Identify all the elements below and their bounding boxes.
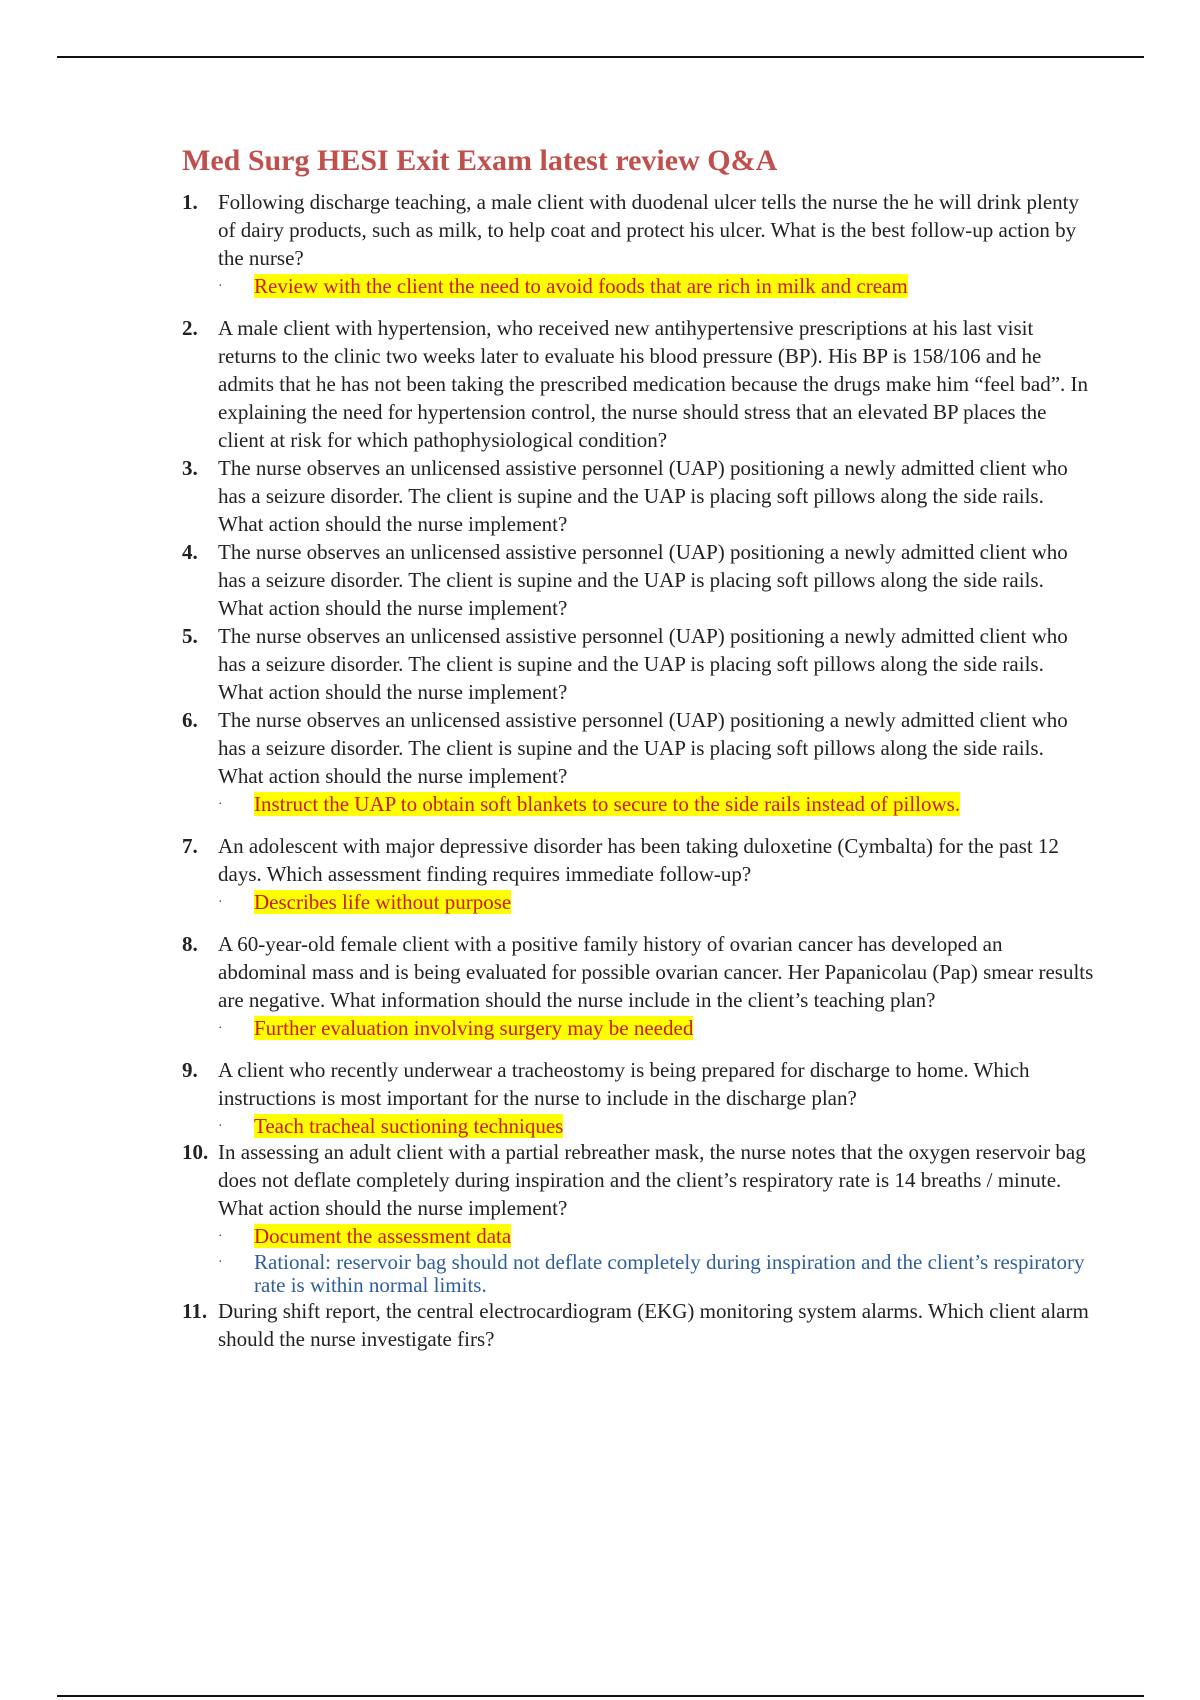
question-number: 9. (182, 1058, 198, 1082)
question-number: 8. (182, 932, 198, 956)
answer-item (218, 891, 1094, 914)
question-6 (182, 706, 1094, 790)
question-number: 11. (182, 1299, 208, 1323)
rationale-item (218, 1251, 1094, 1297)
bullet-icon: · (218, 895, 223, 910)
answer-item (218, 793, 1094, 816)
question-2 (182, 314, 1094, 454)
question-number: 6. (182, 708, 198, 732)
question-4 (182, 538, 1094, 622)
question-text: The nurse observes an unlicensed assistive personnel (UAP) positioning a newly admitted client who has a seizure disorder. The client is supine and the UAP is placing soft pillows along the side rails. What action should the nurse implement? (218, 708, 1068, 788)
question-5 (182, 622, 1094, 706)
question-number: 5. (182, 624, 198, 648)
spacer (182, 1040, 1094, 1056)
bottom-rule (57, 1695, 1144, 1697)
answer-text: Describes life without purpose (254, 890, 512, 914)
answer-text: Further evaluation involving surgery may be needed (254, 1016, 694, 1040)
question-number: 4. (182, 540, 198, 564)
question-text: The nurse observes an unlicensed assistive personnel (UAP) positioning a newly admitted client who has a seizure disorder. The client is supine and the UAP is placing soft pillows along the side rails. What action should the nurse implement? (218, 456, 1068, 536)
bullet-icon: · (218, 1255, 223, 1270)
bullet-icon: · (218, 1021, 223, 1036)
answer-item (218, 1017, 1094, 1040)
answer-item (218, 1225, 1094, 1248)
document-body (182, 142, 1094, 1353)
answer-item (218, 275, 1094, 298)
question-text: A male client with hypertension, who received new antihypertensive prescriptions at his last visit returns to the clinic two weeks later to evaluate his blood pressure (BP). His BP is 158/106 and he admits that he has not been taking the prescribed medication because the drugs make him “feel bad”. In explaining the need for hypertension control, the nurse should stress that an elevated BP places the client at risk for which pathophysiological condition? (218, 316, 1089, 452)
question-10 (182, 1138, 1094, 1222)
bullet-icon: · (218, 1229, 223, 1244)
bullet-icon: · (218, 279, 223, 294)
question-number: 2. (182, 316, 198, 340)
answer-list (182, 891, 1094, 914)
top-rule (57, 56, 1144, 58)
answer-item (218, 1115, 1094, 1138)
question-number: 1. (182, 190, 198, 214)
question-text: During shift report, the central electrocardiogram (EKG) monitoring system alarms. Which client alarm should the nurse investigate firs? (218, 1299, 1089, 1351)
rationale-text: Rational: reservoir bag should not deflate completely during inspiration and the client’s respiratory rate is within normal limits. (254, 1250, 1085, 1297)
question-list (182, 188, 1094, 1353)
answer-list (182, 1017, 1094, 1040)
question-text: An adolescent with major depressive disorder has been taking duloxetine (Cymbalta) for the past 12 days. Which assessment finding requires immediate follow-up? (218, 834, 1059, 886)
question-3 (182, 454, 1094, 538)
spacer (182, 914, 1094, 930)
question-11 (182, 1297, 1094, 1353)
question-text: A client who recently underwear a tracheostomy is being prepared for discharge to home. Which instructions is most important for the nurse to include in the discharge plan? (218, 1058, 1030, 1110)
answer-text: Teach tracheal suctioning techniques (254, 1114, 564, 1138)
answer-list (182, 793, 1094, 816)
answer-list (182, 1225, 1094, 1297)
question-text: In assessing an adult client with a partial rebreather mask, the nurse notes that the oxygen reservoir bag does not deflate completely during inspiration and the client’s respiratory rate is 14 breaths / minute. What action should the nurse implement? (218, 1140, 1086, 1220)
question-number: 7. (182, 834, 198, 858)
question-text: A 60-year-old female client with a positive family history of ovarian cancer has developed an abdominal mass and is being evaluated for possible ovarian cancer. Her Papanicolau (Pap) smear results are negative. What information should the nurse include in the client’s teaching plan? (218, 932, 1094, 1012)
question-number: 3. (182, 456, 198, 480)
question-1 (182, 188, 1094, 272)
question-9 (182, 1056, 1094, 1112)
answer-list (182, 275, 1094, 298)
question-text: The nurse observes an unlicensed assistive personnel (UAP) positioning a newly admitted client who has a seizure disorder. The client is supine and the UAP is placing soft pillows along the side rails. What action should the nurse implement? (218, 540, 1068, 620)
question-8 (182, 930, 1094, 1014)
question-number: 10. (182, 1140, 209, 1164)
answer-text: Review with the client the need to avoid foods that are rich in milk and cream (254, 274, 908, 298)
question-text: Following discharge teaching, a male client with duodenal ulcer tells the nurse the he will drink plenty of dairy products, such as milk, to help coat and protect his ulcer. What is the best follow-up action by the nurse? (218, 190, 1079, 270)
question-text: The nurse observes an unlicensed assistive personnel (UAP) positioning a newly admitted client who has a seizure disorder. The client is supine and the UAP is placing soft pillows along the side rails. What action should the nurse implement? (218, 624, 1068, 704)
spacer (182, 298, 1094, 314)
answer-text: Document the assessment data (254, 1224, 512, 1248)
document-title: Med Surg HESI Exit Exam latest review Q&A (182, 144, 778, 177)
bullet-icon: · (218, 797, 223, 812)
bullet-icon: · (218, 1119, 223, 1134)
answer-list (182, 1115, 1094, 1138)
answer-text: Instruct the UAP to obtain soft blankets to secure to the side rails instead of pillows. (254, 792, 961, 816)
question-7 (182, 832, 1094, 888)
spacer (182, 816, 1094, 832)
